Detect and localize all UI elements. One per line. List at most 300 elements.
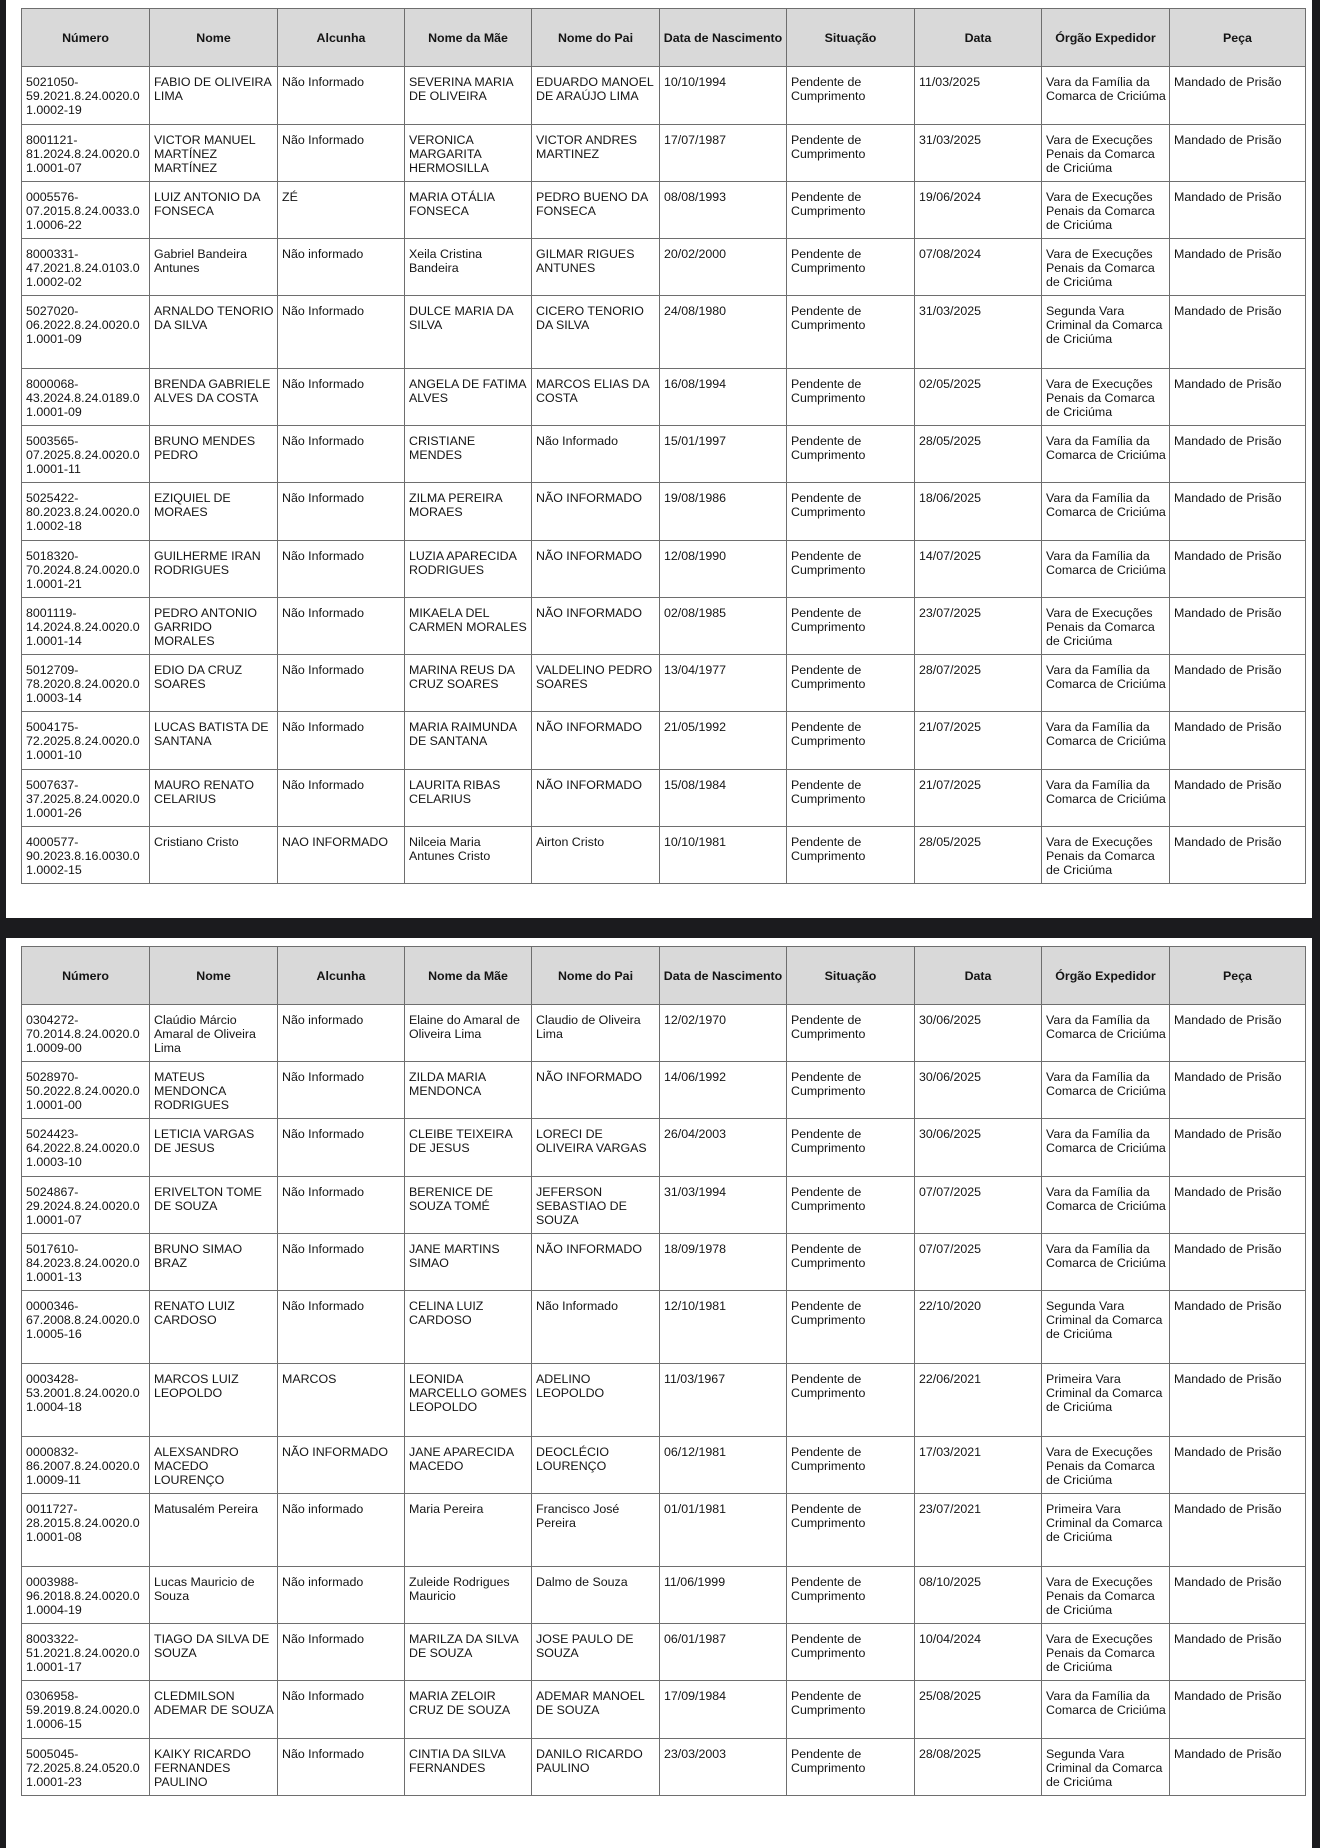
cell-situacao: Pendente de Cumprimento (787, 1681, 915, 1739)
cell-numero: 0003988-96.2018.8.24.0020.01.0004-19 (22, 1567, 150, 1624)
cell-nome-da-mae: ZILDA MARIA MENDONCA (405, 1062, 532, 1119)
cell-orgao-expedidor: Vara da Família da Comarca de Criciúma (1042, 1177, 1170, 1234)
cell-data: 31/03/2025 (915, 296, 1042, 369)
cell-nome: LUIZ ANTONIO DA FONSECA (150, 182, 278, 239)
cell-peca: Mandado de Prisão (1170, 1739, 1306, 1796)
cell-peca: Mandado de Prisão (1170, 369, 1306, 426)
cell-situacao: Pendente de Cumprimento (787, 182, 915, 239)
cell-situacao: Pendente de Cumprimento (787, 655, 915, 712)
cell-alcunha: Não informado (278, 1494, 405, 1567)
cell-numero: 8001119-14.2024.8.24.0020.01.0001-14 (22, 598, 150, 655)
warrants-table (21, 946, 1306, 1796)
cell-numero: 8003322-51.2021.8.24.0020.01.0001-17 (22, 1624, 150, 1681)
column-header-nome-do-pai: Nome do Pai (532, 9, 660, 67)
cell-data: 23/07/2021 (915, 1494, 1042, 1567)
column-header-situacao: Situação (787, 947, 915, 1005)
cell-numero: 5007637-37.2025.8.24.0020.01.0001-26 (22, 770, 150, 827)
cell-numero: 5024423-64.2022.8.24.0020.01.0003-10 (22, 1119, 150, 1177)
cell-nome-da-mae: Elaine do Amaral de Oliveira Lima (405, 1005, 532, 1062)
table-row (22, 712, 1306, 770)
cell-numero: 0304272-70.2014.8.24.0020.01.0009-00 (22, 1005, 150, 1062)
table-header-row (22, 9, 1306, 67)
cell-nome-da-mae: CRISTIANE MENDES (405, 426, 532, 483)
cell-orgao-expedidor: Vara da Família da Comarca de Criciúma (1042, 1119, 1170, 1177)
cell-nome: EDIO DA CRUZ SOARES (150, 655, 278, 712)
cell-data: 18/06/2025 (915, 483, 1042, 541)
cell-alcunha: NAO INFORMADO (278, 827, 405, 884)
cell-nome: RENATO LUIZ CARDOSO (150, 1291, 278, 1364)
cell-nome-da-mae: JANE APARECIDA MACEDO (405, 1437, 532, 1494)
cell-alcunha: Não Informado (278, 598, 405, 655)
cell-numero: 0000832-86.2007.8.24.0020.01.0009-11 (22, 1437, 150, 1494)
table-row (22, 1177, 1306, 1234)
cell-orgao-expedidor: Segunda Vara Criminal da Comarca de Criciúma (1042, 296, 1170, 369)
cell-peca: Mandado de Prisão (1170, 827, 1306, 884)
cell-data-de-nascimento: 13/04/1977 (660, 655, 787, 712)
column-header-situacao: Situação (787, 9, 915, 67)
cell-alcunha: MARCOS (278, 1364, 405, 1437)
cell-data-de-nascimento: 23/03/2003 (660, 1739, 787, 1796)
cell-nome-do-pai: JEFERSON SEBASTIAO DE SOUZA (532, 1177, 660, 1234)
cell-alcunha: Não Informado (278, 67, 405, 125)
cell-alcunha: Não Informado (278, 369, 405, 426)
cell-alcunha: Não informado (278, 239, 405, 296)
cell-nome-do-pai: NÃO INFORMADO (532, 598, 660, 655)
cell-nome-do-pai: GILMAR RIGUES ANTUNES (532, 239, 660, 296)
cell-orgao-expedidor: Segunda Vara Criminal da Comarca de Criciúma (1042, 1291, 1170, 1364)
cell-alcunha: Não Informado (278, 655, 405, 712)
cell-data-de-nascimento: 19/08/1986 (660, 483, 787, 541)
cell-nome-do-pai: MARCOS ELIAS DA COSTA (532, 369, 660, 426)
cell-nome: VICTOR MANUEL MARTÍNEZ MARTÍNEZ (150, 125, 278, 182)
cell-data-de-nascimento: 12/02/1970 (660, 1005, 787, 1062)
cell-orgao-expedidor: Vara de Execuções Penais da Comarca de Criciúma (1042, 1437, 1170, 1494)
cell-situacao: Pendente de Cumprimento (787, 125, 915, 182)
cell-orgao-expedidor: Vara de Execuções Penais da Comarca de Criciúma (1042, 598, 1170, 655)
cell-nome-do-pai: VALDELINO PEDRO SOARES (532, 655, 660, 712)
cell-nome: LETICIA VARGAS DE JESUS (150, 1119, 278, 1177)
cell-nome-do-pai: ADEMAR MANOEL DE SOUZA (532, 1681, 660, 1739)
cell-orgao-expedidor: Vara de Execuções Penais da Comarca de Criciúma (1042, 239, 1170, 296)
cell-numero: 5004175-72.2025.8.24.0020.01.0001-10 (22, 712, 150, 770)
cell-peca: Mandado de Prisão (1170, 1291, 1306, 1364)
document-page-2 (6, 938, 1312, 1848)
table-row (22, 770, 1306, 827)
cell-data: 28/07/2025 (915, 655, 1042, 712)
cell-nome-da-mae: DULCE MARIA DA SILVA (405, 296, 532, 369)
cell-data-de-nascimento: 15/08/1984 (660, 770, 787, 827)
cell-numero: 5021050-59.2021.8.24.0020.01.0002-19 (22, 67, 150, 125)
column-header-nome-do-pai: Nome do Pai (532, 947, 660, 1005)
cell-nome-da-mae: MARINA REUS DA CRUZ SOARES (405, 655, 532, 712)
cell-data-de-nascimento: 17/09/1984 (660, 1681, 787, 1739)
cell-nome: TIAGO DA SILVA DE SOUZA (150, 1624, 278, 1681)
cell-peca: Mandado de Prisão (1170, 712, 1306, 770)
cell-orgao-expedidor: Vara da Família da Comarca de Criciúma (1042, 1005, 1170, 1062)
cell-orgao-expedidor: Vara de Execuções Penais da Comarca de Criciúma (1042, 182, 1170, 239)
cell-nome-do-pai: NÃO INFORMADO (532, 541, 660, 598)
table-row (22, 182, 1306, 239)
column-header-numero: Número (22, 9, 150, 67)
column-header-nome-da-mae: Nome da Mãe (405, 9, 532, 67)
cell-situacao: Pendente de Cumprimento (787, 598, 915, 655)
cell-nome-do-pai: CICERO TENORIO DA SILVA (532, 296, 660, 369)
cell-situacao: Pendente de Cumprimento (787, 1062, 915, 1119)
cell-numero: 5005045-72.2025.8.24.0520.01.0001-23 (22, 1739, 150, 1796)
cell-alcunha: Não informado (278, 1005, 405, 1062)
cell-peca: Mandado de Prisão (1170, 1364, 1306, 1437)
table-row (22, 1437, 1306, 1494)
cell-nome-da-mae: Xeila Cristina Bandeira (405, 239, 532, 296)
cell-numero: 5027020-06.2022.8.24.0020.01.0001-09 (22, 296, 150, 369)
cell-nome-do-pai: PEDRO BUENO DA FONSECA (532, 182, 660, 239)
cell-nome: Claúdio Márcio Amaral de Oliveira Lima (150, 1005, 278, 1062)
cell-data-de-nascimento: 16/08/1994 (660, 369, 787, 426)
cell-situacao: Pendente de Cumprimento (787, 296, 915, 369)
cell-orgao-expedidor: Vara da Família da Comarca de Criciúma (1042, 541, 1170, 598)
cell-situacao: Pendente de Cumprimento (787, 1494, 915, 1567)
cell-alcunha: Não Informado (278, 1739, 405, 1796)
cell-data: 02/05/2025 (915, 369, 1042, 426)
cell-alcunha: Não Informado (278, 1681, 405, 1739)
cell-nome: FABIO DE OLIVEIRA LIMA (150, 67, 278, 125)
cell-data: 22/06/2021 (915, 1364, 1042, 1437)
cell-data-de-nascimento: 17/07/1987 (660, 125, 787, 182)
column-header-data-de-nascimento: Data de Nascimento (660, 947, 787, 1005)
cell-data-de-nascimento: 10/10/1981 (660, 827, 787, 884)
cell-nome: BRUNO MENDES PEDRO (150, 426, 278, 483)
cell-data: 21/07/2025 (915, 770, 1042, 827)
cell-peca: Mandado de Prisão (1170, 1119, 1306, 1177)
cell-nome: MATEUS MENDONCA RODRIGUES (150, 1062, 278, 1119)
cell-data: 30/06/2025 (915, 1062, 1042, 1119)
table-row (22, 1624, 1306, 1681)
cell-alcunha: Não Informado (278, 483, 405, 541)
cell-numero: 8001121-81.2024.8.24.0020.01.0001-07 (22, 125, 150, 182)
cell-orgao-expedidor: Vara da Família da Comarca de Criciúma (1042, 770, 1170, 827)
cell-nome: LUCAS BATISTA DE SANTANA (150, 712, 278, 770)
cell-orgao-expedidor: Vara de Execuções Penais da Comarca de Criciúma (1042, 1624, 1170, 1681)
warrants-table (21, 8, 1306, 884)
column-header-alcunha: Alcunha (278, 947, 405, 1005)
cell-alcunha: Não Informado (278, 125, 405, 182)
cell-data-de-nascimento: 11/03/1967 (660, 1364, 787, 1437)
cell-nome-da-mae: MARIA OTÁLIA FONSECA (405, 182, 532, 239)
table-row (22, 483, 1306, 541)
cell-nome-da-mae: CINTIA DA SILVA FERNANDES (405, 1739, 532, 1796)
cell-nome-do-pai: NÃO INFORMADO (532, 1234, 660, 1291)
column-header-nome: Nome (150, 947, 278, 1005)
cell-orgao-expedidor: Vara de Execuções Penais da Comarca de Criciúma (1042, 369, 1170, 426)
cell-data: 07/07/2025 (915, 1177, 1042, 1234)
cell-situacao: Pendente de Cumprimento (787, 770, 915, 827)
cell-data-de-nascimento: 14/06/1992 (660, 1062, 787, 1119)
cell-situacao: Pendente de Cumprimento (787, 1624, 915, 1681)
cell-numero: 5012709-78.2020.8.24.0020.01.0003-14 (22, 655, 150, 712)
cell-data: 07/08/2024 (915, 239, 1042, 296)
cell-alcunha: ZÉ (278, 182, 405, 239)
cell-peca: Mandado de Prisão (1170, 1062, 1306, 1119)
cell-numero: 0005576-07.2015.8.24.0033.01.0006-22 (22, 182, 150, 239)
cell-peca: Mandado de Prisão (1170, 125, 1306, 182)
cell-nome: MARCOS LUIZ LEOPOLDO (150, 1364, 278, 1437)
cell-data: 14/07/2025 (915, 541, 1042, 598)
cell-orgao-expedidor: Vara de Execuções Penais da Comarca de Criciúma (1042, 827, 1170, 884)
cell-data-de-nascimento: 21/05/1992 (660, 712, 787, 770)
cell-nome-do-pai: Não Informado (532, 426, 660, 483)
cell-data: 22/10/2020 (915, 1291, 1042, 1364)
cell-situacao: Pendente de Cumprimento (787, 483, 915, 541)
table-row (22, 541, 1306, 598)
cell-orgao-expedidor: Primeira Vara Criminal da Comarca de Criciúma (1042, 1494, 1170, 1567)
cell-alcunha: Não Informado (278, 1119, 405, 1177)
table-row (22, 239, 1306, 296)
cell-data-de-nascimento: 01/01/1981 (660, 1494, 787, 1567)
cell-orgao-expedidor: Segunda Vara Criminal da Comarca de Criciúma (1042, 1739, 1170, 1796)
cell-alcunha: NÃO INFORMADO (278, 1437, 405, 1494)
cell-alcunha: Não Informado (278, 770, 405, 827)
cell-data-de-nascimento: 24/08/1980 (660, 296, 787, 369)
cell-nome-da-mae: JANE MARTINS SIMAO (405, 1234, 532, 1291)
table-header-row (22, 947, 1306, 1005)
cell-alcunha: Não Informado (278, 541, 405, 598)
cell-situacao: Pendente de Cumprimento (787, 1177, 915, 1234)
cell-nome-do-pai: LORECI DE OLIVEIRA VARGAS (532, 1119, 660, 1177)
cell-data: 21/07/2025 (915, 712, 1042, 770)
column-header-data: Data (915, 947, 1042, 1005)
cell-data-de-nascimento: 12/08/1990 (660, 541, 787, 598)
cell-numero: 5017610-84.2023.8.24.0020.01.0001-13 (22, 1234, 150, 1291)
cell-peca: Mandado de Prisão (1170, 770, 1306, 827)
cell-orgao-expedidor: Primeira Vara Criminal da Comarca de Criciúma (1042, 1364, 1170, 1437)
cell-nome: GUILHERME IRAN RODRIGUES (150, 541, 278, 598)
cell-situacao: Pendente de Cumprimento (787, 1291, 915, 1364)
cell-data: 10/04/2024 (915, 1624, 1042, 1681)
cell-data-de-nascimento: 11/06/1999 (660, 1567, 787, 1624)
cell-nome-do-pai: NÃO INFORMADO (532, 1062, 660, 1119)
cell-nome: Matusalém Pereira (150, 1494, 278, 1567)
cell-peca: Mandado de Prisão (1170, 1177, 1306, 1234)
cell-nome: ALEXSANDRO MACEDO LOURENÇO (150, 1437, 278, 1494)
cell-data-de-nascimento: 12/10/1981 (660, 1291, 787, 1364)
cell-data-de-nascimento: 18/09/1978 (660, 1234, 787, 1291)
cell-numero: 4000577-90.2023.8.16.0030.01.0002-15 (22, 827, 150, 884)
table-row (22, 1681, 1306, 1739)
cell-data: 19/06/2024 (915, 182, 1042, 239)
column-header-data: Data (915, 9, 1042, 67)
cell-nome: ERIVELTON TOME DE SOUZA (150, 1177, 278, 1234)
table-row (22, 369, 1306, 426)
cell-nome-da-mae: CELINA LUIZ CARDOSO (405, 1291, 532, 1364)
table-row (22, 1567, 1306, 1624)
cell-nome-do-pai: Francisco José Pereira (532, 1494, 660, 1567)
cell-data-de-nascimento: 08/08/1993 (660, 182, 787, 239)
cell-situacao: Pendente de Cumprimento (787, 1364, 915, 1437)
table-row (22, 1739, 1306, 1796)
cell-peca: Mandado de Prisão (1170, 67, 1306, 125)
cell-numero: 5024867-29.2024.8.24.0020.01.0001-07 (22, 1177, 150, 1234)
cell-data-de-nascimento: 20/02/2000 (660, 239, 787, 296)
cell-data-de-nascimento: 31/03/1994 (660, 1177, 787, 1234)
column-header-orgao-expedidor: Órgão Expedidor (1042, 9, 1170, 67)
cell-orgao-expedidor: Vara da Família da Comarca de Criciúma (1042, 67, 1170, 125)
cell-data-de-nascimento: 06/12/1981 (660, 1437, 787, 1494)
cell-nome: BRUNO SIMAO BRAZ (150, 1234, 278, 1291)
cell-data-de-nascimento: 02/08/1985 (660, 598, 787, 655)
cell-data: 30/06/2025 (915, 1119, 1042, 1177)
cell-orgao-expedidor: Vara de Execuções Penais da Comarca de Criciúma (1042, 1567, 1170, 1624)
cell-nome-da-mae: Maria Pereira (405, 1494, 532, 1567)
cell-data-de-nascimento: 26/04/2003 (660, 1119, 787, 1177)
cell-orgao-expedidor: Vara da Família da Comarca de Criciúma (1042, 712, 1170, 770)
cell-situacao: Pendente de Cumprimento (787, 1234, 915, 1291)
table-row (22, 1291, 1306, 1364)
column-header-data-de-nascimento: Data de Nascimento (660, 9, 787, 67)
cell-nome-da-mae: Nilceia Maria Antunes Cristo (405, 827, 532, 884)
cell-situacao: Pendente de Cumprimento (787, 541, 915, 598)
cell-data: 28/05/2025 (915, 827, 1042, 884)
cell-nome-da-mae: SEVERINA MARIA DE OLIVEIRA (405, 67, 532, 125)
cell-peca: Mandado de Prisão (1170, 182, 1306, 239)
cell-numero: 8000331-47.2021.8.24.0103.01.0002-02 (22, 239, 150, 296)
cell-numero: 0000346-67.2008.8.24.0020.01.0005-16 (22, 1291, 150, 1364)
cell-nome-da-mae: MARIA ZELOIR CRUZ DE SOUZA (405, 1681, 532, 1739)
cell-situacao: Pendente de Cumprimento (787, 369, 915, 426)
cell-alcunha: Não Informado (278, 1234, 405, 1291)
cell-nome-do-pai: Dalmo de Souza (532, 1567, 660, 1624)
cell-situacao: Pendente de Cumprimento (787, 67, 915, 125)
table-row (22, 1062, 1306, 1119)
cell-nome: Lucas Mauricio de Souza (150, 1567, 278, 1624)
cell-peca: Mandado de Prisão (1170, 1437, 1306, 1494)
cell-nome: CLEDMILSON ADEMAR DE SOUZA (150, 1681, 278, 1739)
cell-alcunha: Não Informado (278, 296, 405, 369)
cell-nome-da-mae: ZILMA PEREIRA MORAES (405, 483, 532, 541)
cell-nome-da-mae: MARIA RAIMUNDA DE SANTANA (405, 712, 532, 770)
cell-nome-da-mae: ANGELA DE FATIMA ALVES (405, 369, 532, 426)
cell-situacao: Pendente de Cumprimento (787, 1005, 915, 1062)
cell-data: 23/07/2025 (915, 598, 1042, 655)
cell-data-de-nascimento: 10/10/1994 (660, 67, 787, 125)
cell-peca: Mandado de Prisão (1170, 296, 1306, 369)
cell-nome-do-pai: Não Informado (532, 1291, 660, 1364)
cell-orgao-expedidor: Vara de Execuções Penais da Comarca de Criciúma (1042, 125, 1170, 182)
cell-orgao-expedidor: Vara da Família da Comarca de Criciúma (1042, 1234, 1170, 1291)
cell-peca: Mandado de Prisão (1170, 1234, 1306, 1291)
column-header-orgao-expedidor: Órgão Expedidor (1042, 947, 1170, 1005)
cell-nome-da-mae: VERONICA MARGARITA HERMOSILLA (405, 125, 532, 182)
cell-numero: 5028970-50.2022.8.24.0020.01.0001-00 (22, 1062, 150, 1119)
cell-numero: 5025422-80.2023.8.24.0020.01.0002-18 (22, 483, 150, 541)
cell-data: 07/07/2025 (915, 1234, 1042, 1291)
cell-data-de-nascimento: 15/01/1997 (660, 426, 787, 483)
cell-nome: BRENDA GABRIELE ALVES DA COSTA (150, 369, 278, 426)
cell-numero: 0306958-59.2019.8.24.0020.01.0006-15 (22, 1681, 150, 1739)
cell-alcunha: Não Informado (278, 712, 405, 770)
cell-nome-do-pai: NÃO INFORMADO (532, 770, 660, 827)
cell-nome-da-mae: LEONIDA MARCELLO GOMES LEOPOLDO (405, 1364, 532, 1437)
column-header-peca: Peça (1170, 947, 1306, 1005)
cell-peca: Mandado de Prisão (1170, 1494, 1306, 1567)
cell-nome-do-pai: EDUARDO MANOEL DE ARAÚJO LIMA (532, 67, 660, 125)
cell-nome: Gabriel Bandeira Antunes (150, 239, 278, 296)
cell-numero: 0011727-28.2015.8.24.0020.01.0001-08 (22, 1494, 150, 1567)
cell-situacao: Pendente de Cumprimento (787, 1119, 915, 1177)
cell-orgao-expedidor: Vara da Família da Comarca de Criciúma (1042, 1062, 1170, 1119)
cell-alcunha: Não Informado (278, 1177, 405, 1234)
cell-peca: Mandado de Prisão (1170, 1567, 1306, 1624)
cell-nome-do-pai: NÃO INFORMADO (532, 712, 660, 770)
cell-numero: 0003428-53.2001.8.24.0020.01.0004-18 (22, 1364, 150, 1437)
cell-nome-do-pai: DEOCLÉCIO LOURENÇO (532, 1437, 660, 1494)
cell-orgao-expedidor: Vara da Família da Comarca de Criciúma (1042, 1681, 1170, 1739)
cell-nome-da-mae: LAURITA RIBAS CELARIUS (405, 770, 532, 827)
cell-alcunha: Não Informado (278, 1624, 405, 1681)
cell-nome-da-mae: MARILZA DA SILVA DE SOUZA (405, 1624, 532, 1681)
column-header-alcunha: Alcunha (278, 9, 405, 67)
table-row (22, 125, 1306, 182)
cell-peca: Mandado de Prisão (1170, 598, 1306, 655)
cell-nome: ARNALDO TENORIO DA SILVA (150, 296, 278, 369)
cell-nome-do-pai: DANILO RICARDO PAULINO (532, 1739, 660, 1796)
column-header-peca: Peça (1170, 9, 1306, 67)
cell-data: 17/03/2021 (915, 1437, 1042, 1494)
table-row (22, 1119, 1306, 1177)
cell-orgao-expedidor: Vara da Família da Comarca de Criciúma (1042, 426, 1170, 483)
cell-orgao-expedidor: Vara da Família da Comarca de Criciúma (1042, 483, 1170, 541)
cell-nome-da-mae: LUZIA APARECIDA RODRIGUES (405, 541, 532, 598)
table-row (22, 296, 1306, 369)
cell-alcunha: Não informado (278, 1567, 405, 1624)
cell-nome-do-pai: Airton Cristo (532, 827, 660, 884)
cell-nome-da-mae: CLEIBE TEIXEIRA DE JESUS (405, 1119, 532, 1177)
table-row (22, 1494, 1306, 1567)
table-row (22, 598, 1306, 655)
cell-situacao: Pendente de Cumprimento (787, 827, 915, 884)
column-header-numero: Número (22, 947, 150, 1005)
cell-nome-do-pai: ADELINO LEOPOLDO (532, 1364, 660, 1437)
column-header-nome: Nome (150, 9, 278, 67)
cell-nome-da-mae: MIKAELA DEL CARMEN MORALES (405, 598, 532, 655)
cell-alcunha: Não Informado (278, 1062, 405, 1119)
cell-peca: Mandado de Prisão (1170, 1005, 1306, 1062)
cell-peca: Mandado de Prisão (1170, 239, 1306, 296)
cell-peca: Mandado de Prisão (1170, 426, 1306, 483)
cell-nome-do-pai: Claudio de Oliveira Lima (532, 1005, 660, 1062)
document-page-1 (6, 0, 1312, 918)
cell-nome: PEDRO ANTONIO GARRIDO MORALES (150, 598, 278, 655)
cell-numero: 5018320-70.2024.8.24.0020.01.0001-21 (22, 541, 150, 598)
cell-nome: Cristiano Cristo (150, 827, 278, 884)
table-row (22, 67, 1306, 125)
table-row (22, 1234, 1306, 1291)
cell-alcunha: Não Informado (278, 1291, 405, 1364)
cell-data: 11/03/2025 (915, 67, 1042, 125)
cell-data: 31/03/2025 (915, 125, 1042, 182)
cell-peca: Mandado de Prisão (1170, 483, 1306, 541)
cell-orgao-expedidor: Vara da Família da Comarca de Criciúma (1042, 655, 1170, 712)
cell-data: 30/06/2025 (915, 1005, 1042, 1062)
cell-numero: 5003565-07.2025.8.24.0020.01.0001-11 (22, 426, 150, 483)
cell-situacao: Pendente de Cumprimento (787, 426, 915, 483)
cell-nome: MAURO RENATO CELARIUS (150, 770, 278, 827)
cell-situacao: Pendente de Cumprimento (787, 712, 915, 770)
cell-situacao: Pendente de Cumprimento (787, 1739, 915, 1796)
cell-nome-do-pai: JOSE PAULO DE SOUZA (532, 1624, 660, 1681)
cell-data-de-nascimento: 06/01/1987 (660, 1624, 787, 1681)
cell-nome: EZIQUIEL DE MORAES (150, 483, 278, 541)
cell-nome-do-pai: VICTOR ANDRES MARTINEZ (532, 125, 660, 182)
